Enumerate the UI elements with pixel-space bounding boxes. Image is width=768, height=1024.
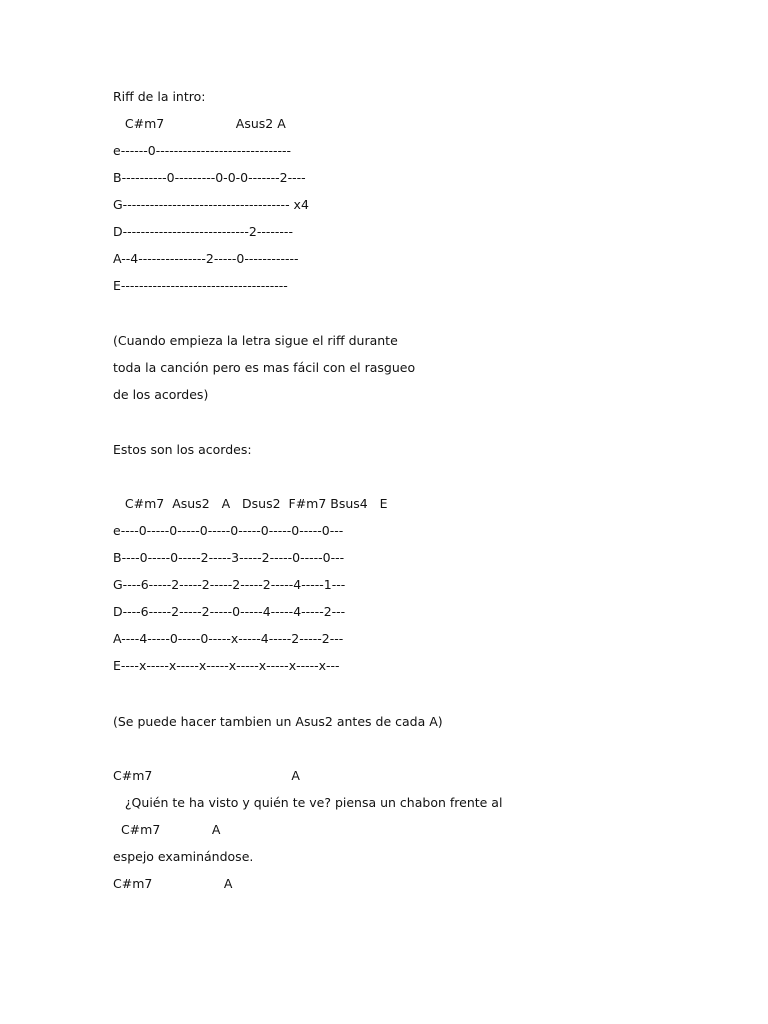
chord-line: C#m7 A — [113, 876, 233, 891]
tab-line-B: B----------0---------0-0-0-------2---- — [113, 170, 306, 185]
tab-line-e: e------0------------------------------ — [113, 143, 292, 158]
note-line: de los acordes) — [113, 387, 209, 402]
lyric-line: ¿Quién te ha visto y quién te ve? piensa un chabon frente al — [113, 795, 503, 810]
note-line: (Cuando empieza la letra sigue el riff durante — [113, 333, 398, 348]
chord-line: C#m7 A — [113, 768, 300, 783]
tab-line-B: B----0-----0-----2-----3-----2-----0-----0--- — [113, 550, 345, 565]
tab-line-G: G------------------------------------- x4 — [113, 197, 309, 212]
tab-line-E: E------------------------------------- — [113, 278, 288, 293]
tab-line-e: e----0-----0-----0-----0-----0-----0-----0--- — [113, 523, 344, 538]
tab-line-E: E----x-----x-----x-----x-----x-----x-----x--- — [113, 658, 340, 673]
chord-names-line: C#m7 Asus2 A — [113, 116, 286, 131]
tab-line-D: D----------------------------2-------- — [113, 224, 293, 239]
note-line: (Se puede hacer tambien un Asus2 antes de cada A) — [113, 714, 443, 729]
tab-line-D: D----6-----2-----2-----0-----4-----4-----2--- — [113, 604, 346, 619]
chord-line: C#m7 A — [113, 822, 221, 837]
note-line: toda la canción pero es mas fácil con el rasgueo — [113, 360, 416, 375]
tab-line-A: A----4-----0-----0-----x-----4-----2-----2--- — [113, 631, 344, 646]
intro-riff-heading: Riff de la intro: — [113, 89, 206, 104]
chord-names-line: C#m7 Asus2 A Dsus2 F#m7 Bsus4 E — [113, 496, 388, 511]
chords-heading: Estos son los acordes: — [113, 442, 252, 457]
tab-line-A: A--4---------------2-----0------------ — [113, 251, 299, 266]
lyric-line: espejo examinándose. — [113, 849, 254, 864]
tab-line-G: G----6-----2-----2-----2-----2-----4-----1--- — [113, 577, 346, 592]
